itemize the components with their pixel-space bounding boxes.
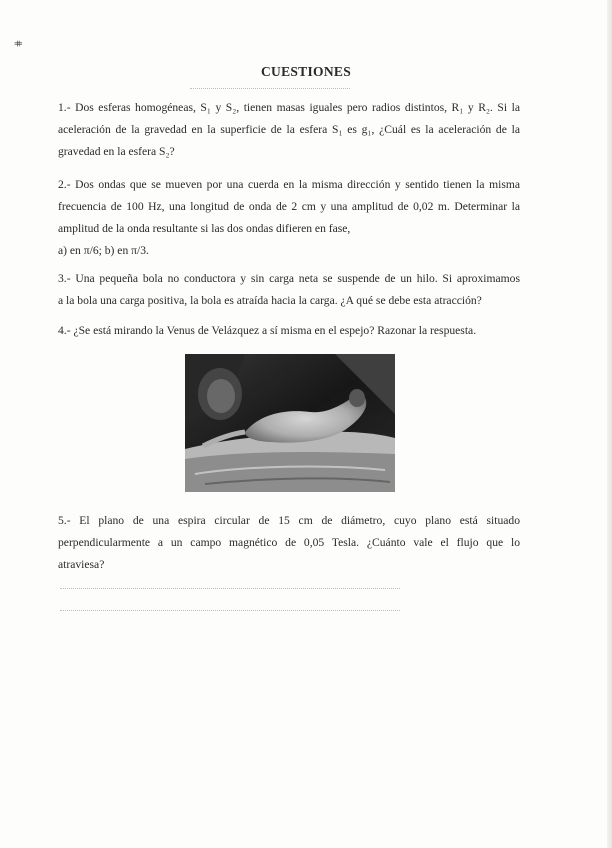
question-line: perpendicularmente a un campo magnético de 0,05 Tesla. ¿Cuánto vale el flujo que lo: [58, 536, 520, 549]
venus-painting-image: [185, 354, 395, 492]
question-line: aceleración de la gravedad en la superficie de la esfera S₁ es g₁, ¿Cuál es la aceleración de la: [58, 123, 520, 136]
painting-illustration: [185, 354, 395, 492]
question-2: [58, 174, 520, 262]
scan-artifact-line: [60, 588, 400, 589]
page-edge-shadow: [607, 0, 612, 848]
question-line: a la bola una carga positiva, la bola es atraída hacia la carga. ¿A qué se debe esta atracción?: [58, 294, 482, 307]
question-line: 1.- Dos esferas homogéneas, S₁ y S₂, tienen masas iguales pero radios distintos, R₁ y R₂. Si la: [58, 101, 520, 114]
question-line: 5.- El plano de una espira circular de 15 cm de diámetro, cuyo plano está situado: [58, 514, 520, 527]
question-line: gravedad en la esfera S₂?: [58, 145, 175, 158]
question-1: [58, 97, 520, 163]
question-line: amplitud de la onda resultante si las dos ondas difieren en fase,: [58, 222, 351, 235]
question-line: atraviesa?: [58, 558, 105, 571]
question-line: a) en π/6; b) en π/3.: [58, 244, 149, 257]
question-line: 4.- ¿Se está mirando la Venus de Velázquez a sí misma en el espejo? Razonar la respuesta.: [58, 324, 477, 337]
scan-artifact-line: [60, 610, 400, 611]
question-line: frecuencia de 100 Hz, una longitud de onda de 2 cm y una amplitud de 0,02 m. Determinar la: [58, 200, 520, 213]
question-5: [58, 510, 520, 576]
question-4: [58, 320, 520, 342]
question-line: 3.- Una pequeña bola no conductora y sin carga neta se suspende de un hilo. Si aproximamos: [58, 272, 520, 285]
question-line: 2.- Dos ondas que se mueven por una cuerda en la misma dirección y sentido tienen la misma: [58, 178, 520, 191]
corner-mark: ⋕: [13, 39, 24, 48]
page-title: CUESTIONES: [260, 64, 352, 79]
scan-artifact-line: [190, 88, 350, 89]
question-3: [58, 268, 520, 312]
